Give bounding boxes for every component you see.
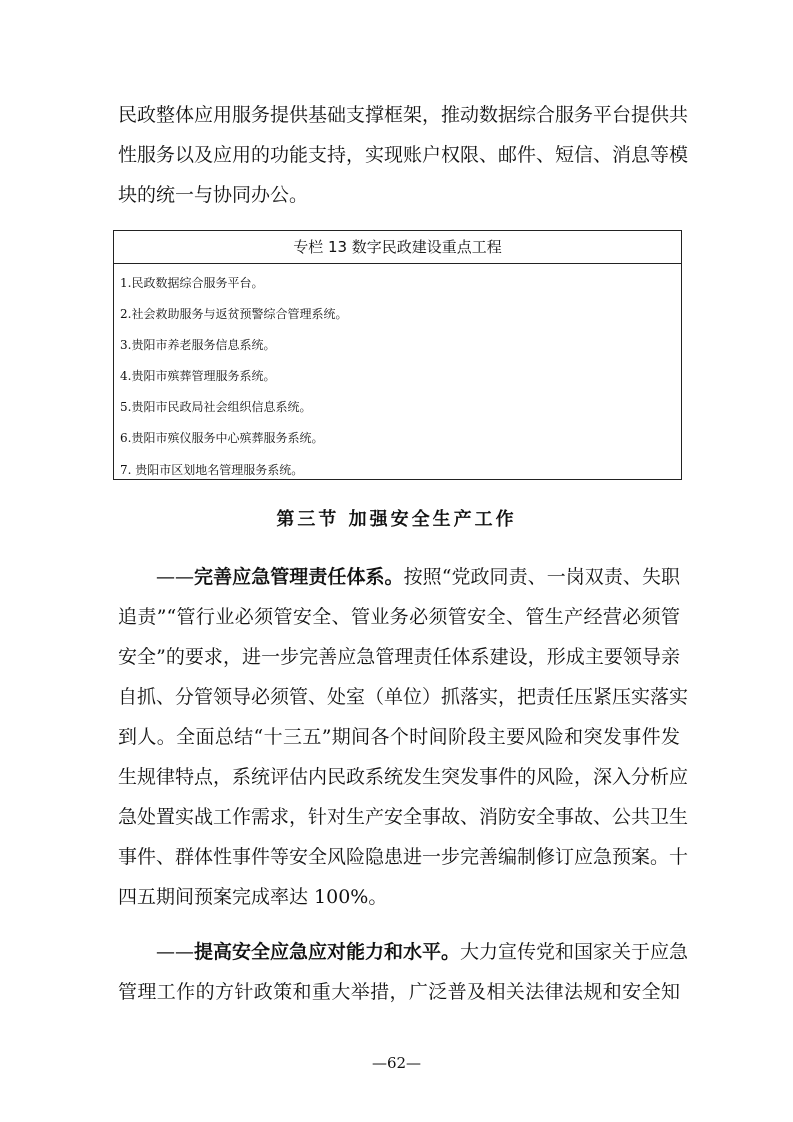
paragraph-emergency-capability [118, 932, 689, 1012]
paragraph-first-line [118, 557, 680, 597]
bold-lead: 完善应急管理责任体系。 [194, 566, 404, 588]
intro-line: 民政整体应用服务提供基础支撑框架，推动数据综合服务平台提供共 [118, 104, 689, 126]
section-heading: 第三节 加强安全生产工作 [276, 509, 517, 530]
paragraph-line: 追责”“管行业必须管安全、管业务必须管安全、管生产经营必须管 [118, 606, 680, 628]
bold-lead: 提高安全应急应对能力和水平。 [194, 941, 461, 963]
lead-rest: 按照“党政同责、一岗双责、失职 [403, 566, 680, 588]
intro-line: 性服务以及应用的功能支持，实现账户权限、邮件、短信、消息等模 [118, 144, 689, 166]
box-title: 专栏 13 数字民政建设重点工程 [114, 231, 681, 264]
paragraph-line: 四五期间预案完成率达 100%。 [118, 886, 388, 908]
paragraph-line: 到人。全面总结“十三五”期间各个时间阶段主要风险和突发事件发 [118, 726, 680, 748]
em-dash: —— [156, 941, 194, 963]
paragraph-line: 急处置实战工作需求，针对生产安全事故、消防安全事故、公共卫生 [118, 806, 689, 828]
paragraph-line: 管理工作的方针政策和重大举措，广泛普及相关法律法规和安全知 [118, 981, 680, 1003]
page-number: —62— [371, 1054, 422, 1072]
lead-rest: 大力宣传党和国家关于应急 [460, 941, 689, 963]
paragraph-line: 生规律特点，系统评估内民政系统发生突发事件的风险，深入分析应 [118, 766, 689, 788]
box-list [114, 264, 681, 486]
box-list-item: 3.贵阳市养老服务信息系统。 [120, 338, 276, 353]
paragraph-line: 安全”的要求，进一步完善应急管理责任体系建设，形成主要领导亲 [118, 646, 680, 668]
em-dash: —— [156, 566, 194, 588]
box-list-item: 6.贵阳市殡仪服务中心殡葬服务系统。 [120, 431, 324, 446]
box-list-item: 4.贵阳市殡葬管理服务系统。 [120, 369, 276, 384]
intro-paragraph [118, 95, 689, 215]
box-list-item: 2.社会救助服务与返贫预警综合管理系统。 [120, 307, 348, 322]
box-list-item: 5.贵阳市民政局社会组织信息系统。 [120, 400, 312, 415]
box-list-item: 1.民政数据综合服务平台。 [120, 276, 264, 290]
paragraph-emergency-responsibility [118, 557, 689, 917]
paragraph-line: 自抓、分管领导必须管、处室（单位）抓落实，把责任压紧压实落实 [118, 686, 689, 708]
intro-line: 块的统一与协同办公。 [118, 184, 309, 206]
paragraph-first-line [118, 932, 689, 972]
paragraph-line: 事件、群体性事件等安全风险隐患进一步完善编制修订应急预案。十 [118, 846, 689, 868]
key-projects-box [113, 230, 682, 480]
box-list-item: 7. 贵阳市区划地名管理服务系统。 [120, 462, 304, 477]
